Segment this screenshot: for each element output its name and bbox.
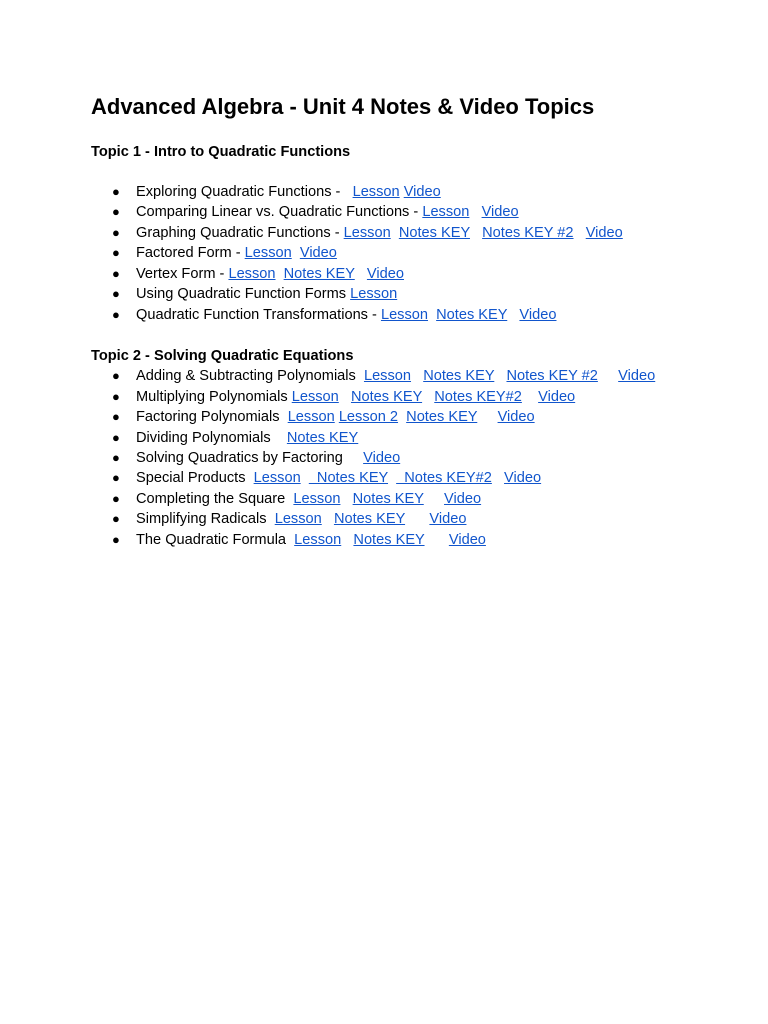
notes-key-link[interactable]: Notes KEY bbox=[406, 409, 478, 426]
bullet-icon: ● bbox=[112, 409, 120, 425]
lesson-link[interactable]: Lesson bbox=[422, 204, 470, 221]
link-spacer bbox=[301, 470, 309, 486]
list-item bbox=[91, 223, 731, 243]
page-title: Advanced Algebra - Unit 4 Notes & Video Topics bbox=[91, 94, 595, 119]
item-label: Simplifying Radicals bbox=[136, 511, 275, 528]
bullet-icon: ● bbox=[112, 449, 120, 465]
notes-key-link[interactable]: Notes KEY bbox=[436, 306, 508, 323]
bullet-icon: ● bbox=[112, 388, 120, 404]
notes-key-link[interactable]: Notes KEY bbox=[283, 265, 355, 282]
lesson-link[interactable]: Lesson bbox=[253, 470, 301, 487]
link-spacer bbox=[292, 245, 300, 261]
notes-key-2-link[interactable]: Notes KEY #2 bbox=[482, 224, 574, 241]
item-label: Dividing Polynomials bbox=[136, 429, 287, 446]
lesson-link[interactable]: Lesson bbox=[244, 245, 292, 262]
lesson-link[interactable]: Lesson bbox=[291, 388, 339, 405]
notes-key-link[interactable]: Notes KEY bbox=[353, 531, 425, 548]
link-spacer bbox=[340, 491, 352, 507]
item-label: Factored Form - bbox=[136, 245, 245, 262]
item-label: The Quadratic Formula bbox=[136, 531, 295, 548]
topic-1-list bbox=[91, 182, 731, 325]
list-item bbox=[91, 305, 731, 325]
lesson-link[interactable]: Lesson bbox=[228, 265, 276, 282]
link-spacer bbox=[388, 470, 396, 486]
item-label: Exploring Quadratic Functions - bbox=[136, 184, 353, 200]
item-label: Graphing Quadratic Functions - bbox=[136, 224, 344, 241]
bullet-icon: ● bbox=[112, 286, 120, 302]
notes-key-link[interactable]: Notes KEY bbox=[398, 224, 470, 241]
video-link[interactable]: Video bbox=[363, 449, 401, 466]
topic-1-heading: Topic 1 - Intro to Quadratic Functions bbox=[91, 144, 351, 160]
item-label: Comparing Linear vs. Quadratic Functions - bbox=[136, 204, 423, 221]
lesson-link[interactable]: Lesson bbox=[294, 531, 342, 548]
notes-key-link[interactable]: Notes KEY bbox=[423, 368, 495, 385]
link-spacer bbox=[411, 368, 423, 384]
item-label: Solving Quadratics by Factoring bbox=[136, 449, 364, 466]
topic-2-heading: Topic 2 - Solving Quadratic Equations bbox=[91, 348, 354, 365]
list-item bbox=[91, 182, 731, 202]
video-link[interactable]: Video bbox=[497, 409, 535, 426]
list-item bbox=[91, 264, 731, 284]
bullet-icon: ● bbox=[112, 429, 120, 445]
notes-key-link[interactable]: Notes KEY bbox=[286, 429, 359, 446]
video-link[interactable]: Video bbox=[481, 204, 519, 221]
link-spacer bbox=[391, 225, 399, 241]
notes-key-link[interactable]: Notes KEY bbox=[350, 388, 423, 405]
link-spacer bbox=[522, 389, 538, 405]
video-link[interactable]: Video bbox=[448, 531, 486, 548]
link-spacer bbox=[598, 368, 618, 384]
lesson-link[interactable]: Lesson bbox=[293, 490, 341, 507]
list-item bbox=[91, 448, 731, 468]
link-spacer bbox=[425, 532, 449, 548]
item-label: Special Products bbox=[136, 470, 254, 487]
notes-key-link[interactable]: Notes KEY bbox=[333, 511, 406, 528]
notes-key-link[interactable]: Notes KEY bbox=[352, 490, 424, 507]
bullet-icon: ● bbox=[112, 511, 120, 527]
video-link[interactable]: Video bbox=[444, 490, 482, 507]
lesson-link[interactable]: Lesson bbox=[287, 409, 335, 426]
lesson-2-link[interactable]: Lesson 2 bbox=[338, 409, 399, 426]
document-body bbox=[91, 88, 731, 550]
lesson-link[interactable]: Lesson bbox=[363, 368, 412, 385]
list-item bbox=[91, 387, 731, 407]
lesson-link[interactable]: Lesson bbox=[343, 224, 391, 241]
item-label: Adding & Subtracting Polynomials bbox=[136, 368, 364, 385]
item-label: Vertex Form - bbox=[136, 265, 229, 282]
link-spacer bbox=[492, 470, 504, 486]
list-item bbox=[91, 530, 731, 550]
bullet-icon: ● bbox=[112, 470, 120, 486]
lesson-link[interactable]: Lesson bbox=[274, 511, 322, 528]
link-spacer bbox=[424, 491, 444, 507]
lesson-link[interactable]: Lesson bbox=[380, 306, 429, 323]
video-link[interactable]: Video bbox=[403, 184, 441, 200]
bullet-icon: ● bbox=[112, 224, 120, 240]
bullet-icon: ● bbox=[112, 184, 120, 199]
list-item bbox=[91, 202, 731, 222]
item-label: Factoring Polynomials bbox=[136, 409, 288, 426]
list-item bbox=[91, 284, 731, 304]
bullet-icon: ● bbox=[112, 368, 120, 384]
lesson-link[interactable]: Lesson bbox=[350, 286, 398, 303]
link-spacer bbox=[355, 266, 367, 282]
link-spacer bbox=[574, 225, 586, 241]
video-link[interactable]: Video bbox=[618, 368, 656, 385]
bullet-icon: ● bbox=[112, 490, 120, 506]
notes-key-2-link[interactable]: Notes KEY#2 bbox=[396, 470, 492, 487]
link-spacer bbox=[494, 368, 506, 384]
notes-key-link[interactable]: Notes KEY bbox=[308, 470, 389, 487]
topic-2-list bbox=[91, 366, 731, 550]
list-item bbox=[91, 366, 731, 386]
list-item bbox=[91, 468, 731, 488]
video-link[interactable]: Video bbox=[585, 224, 623, 241]
notes-key-2-link[interactable]: Notes KEY#2 bbox=[434, 388, 522, 405]
bullet-icon: ● bbox=[112, 306, 120, 322]
link-spacer bbox=[276, 266, 284, 282]
video-link[interactable]: Video bbox=[429, 511, 467, 528]
list-item bbox=[91, 428, 731, 448]
link-spacer bbox=[422, 389, 434, 405]
bullet-icon: ● bbox=[112, 265, 120, 281]
link-spacer bbox=[405, 511, 429, 527]
link-spacer bbox=[341, 532, 353, 548]
link-spacer bbox=[477, 409, 497, 425]
bullet-icon: ● bbox=[112, 204, 120, 220]
link-spacer bbox=[469, 204, 481, 220]
list-item bbox=[91, 407, 731, 427]
list-item bbox=[91, 509, 731, 529]
link-spacer bbox=[322, 511, 334, 527]
video-link[interactable]: Video bbox=[504, 470, 542, 487]
item-label: Completing the Square bbox=[136, 490, 294, 507]
link-spacer bbox=[339, 389, 351, 405]
lesson-link[interactable]: Lesson bbox=[352, 184, 400, 200]
bullet-icon: ● bbox=[112, 531, 120, 547]
video-link[interactable]: Video bbox=[299, 245, 337, 262]
list-item bbox=[91, 489, 731, 509]
link-spacer bbox=[470, 225, 482, 241]
item-label: Using Quadratic Function Forms bbox=[136, 286, 351, 303]
video-link[interactable]: Video bbox=[366, 265, 404, 282]
video-link[interactable]: Video bbox=[538, 388, 576, 405]
bullet-icon: ● bbox=[112, 245, 120, 261]
link-spacer bbox=[398, 409, 406, 425]
list-item bbox=[91, 243, 731, 263]
video-link[interactable]: Video bbox=[519, 306, 557, 323]
notes-key-2-link[interactable]: Notes KEY #2 bbox=[506, 368, 598, 385]
link-spacer bbox=[428, 307, 436, 323]
item-label: Quadratic Function Transformations - bbox=[136, 306, 381, 323]
link-spacer bbox=[507, 307, 519, 323]
item-label: Multiplying Polynomials bbox=[136, 388, 292, 405]
